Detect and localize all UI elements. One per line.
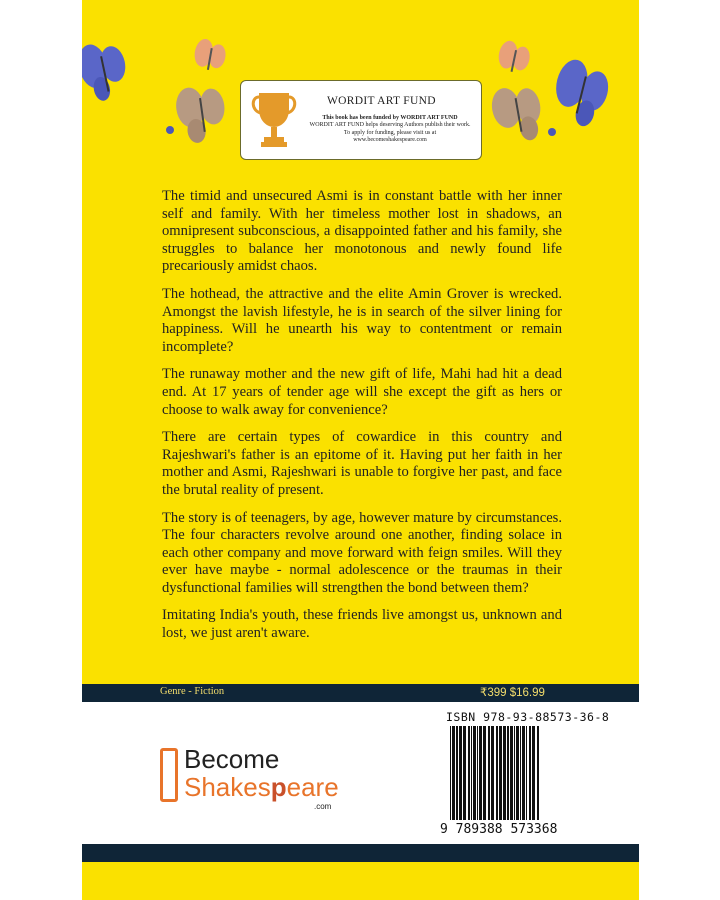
blurb-paragraph: The story is of teenagers, by age, however mature by circumstances. The four characters revolve around one another, finding solace in each other company and move forward with feign smiles. Will they ever have maybe - normal adolescence or the traumas in their dysfunctional families will strengthen the bond between them? [162, 509, 562, 596]
barcode-bar [491, 726, 494, 820]
barcode-bar [522, 726, 525, 820]
book-back-cover [82, 0, 639, 900]
logo-part: p [270, 772, 287, 802]
price-label: ₹399 $16.99 [480, 687, 545, 699]
logo-word-become: Become [184, 744, 280, 774]
barcode-bar [532, 726, 535, 820]
barcode-bar [468, 726, 470, 820]
logo-dotcom: .com [314, 802, 332, 811]
barcode-bar [537, 726, 539, 820]
barcode-bar [514, 726, 515, 820]
barcode-bar [471, 726, 472, 820]
barcode-bar [459, 726, 462, 820]
fund-line: This book has been funded by WORDIT ART FUND [322, 115, 458, 121]
book-blurb [162, 188, 562, 653]
butterfly-icon [174, 83, 229, 145]
barcode-bar [479, 726, 482, 820]
barcode-bar [496, 726, 498, 820]
isbn-label: ISBN 978-93-88573-36-8 [446, 710, 610, 724]
barcode-bar [477, 726, 478, 820]
barcode-bar [507, 726, 509, 820]
blurb-paragraph: The hothead, the attractive and the elite Amin Grover is wrecked. Amongst the lavish lifestyle, he is in search of the silver lining for happiness. Will he unearth his way to contentment or remain incomplete? [162, 285, 562, 355]
genre-label: Genre - Fiction [160, 686, 225, 697]
wordit-art-fund-box [240, 80, 482, 160]
logo-part: eare [286, 772, 339, 802]
logo-part: Shakes [184, 772, 271, 802]
genre-price-strip [82, 684, 639, 702]
barcode-bar [488, 726, 490, 820]
butterfly-icon [489, 82, 546, 145]
logo-word-shakespeare [184, 772, 339, 803]
barcode-bar [473, 726, 476, 820]
barcode-icon [446, 726, 632, 822]
barcode-bar [516, 726, 519, 820]
trophy-icon [251, 87, 297, 153]
fund-title: WORDIT ART FUND [327, 95, 436, 107]
blurb-paragraph: The timid and unsecured Asmi is in constant battle with her inner self and family. With her timeless mother lost in shadows, an omnipresent subconscious, a disappointed father and his family, she struggles to balance her monotonous and newly found life precariously amidst chaos. [162, 188, 562, 275]
bottom-strip [82, 844, 639, 862]
fund-line: WORDIT ART FUND helps deserving Authors publish their work. [309, 122, 471, 129]
barcode-bar [463, 726, 466, 820]
publisher-panel [82, 702, 639, 844]
fund-description [303, 115, 477, 145]
butterfly-icon [548, 56, 614, 130]
barcode-bar [450, 726, 451, 820]
barcode-bar [503, 726, 506, 820]
butterfly-icon [192, 37, 228, 72]
barcode-bar [452, 726, 455, 820]
barcode-digits: 9 789388 573368 [440, 822, 558, 837]
fund-line: To apply for funding, please visit us at [343, 129, 437, 136]
isbn-barcode [440, 710, 636, 840]
barcode-bar [526, 726, 527, 820]
barcode-bar [520, 726, 521, 820]
logo-mark-icon [160, 748, 178, 802]
butterfly-icon [496, 39, 533, 75]
fund-url: www.becomeshakespeare.com [353, 137, 427, 144]
blurb-paragraph: There are certain types of cowardice in this country and Rajeshwari's father is an epitome of it. Having put her faith in her mother and Asmi, Rajeshwari is unable to forgive her past, and face the brutal reality of present. [162, 429, 562, 498]
barcode-bar [499, 726, 502, 820]
blurb-paragraph: The runaway mother and the new gift of life, Mahi had hit a dead end. At 17 years of tender age will she except the gift as hers or choose to walk away for convenience? [162, 366, 562, 418]
barcode-bar [456, 726, 458, 820]
blurb-paragraph: Imitating India's youth, these friends live amongst us, unknown and lost, we just aren't aware. [162, 607, 562, 642]
butterfly-icon [82, 38, 132, 104]
barcode-bar [483, 726, 486, 820]
barcode-bar [529, 726, 531, 820]
butterfly-icon [166, 126, 174, 134]
butterfly-icon [548, 128, 556, 136]
publisher-logo [160, 742, 360, 812]
barcode-bar [510, 726, 513, 820]
